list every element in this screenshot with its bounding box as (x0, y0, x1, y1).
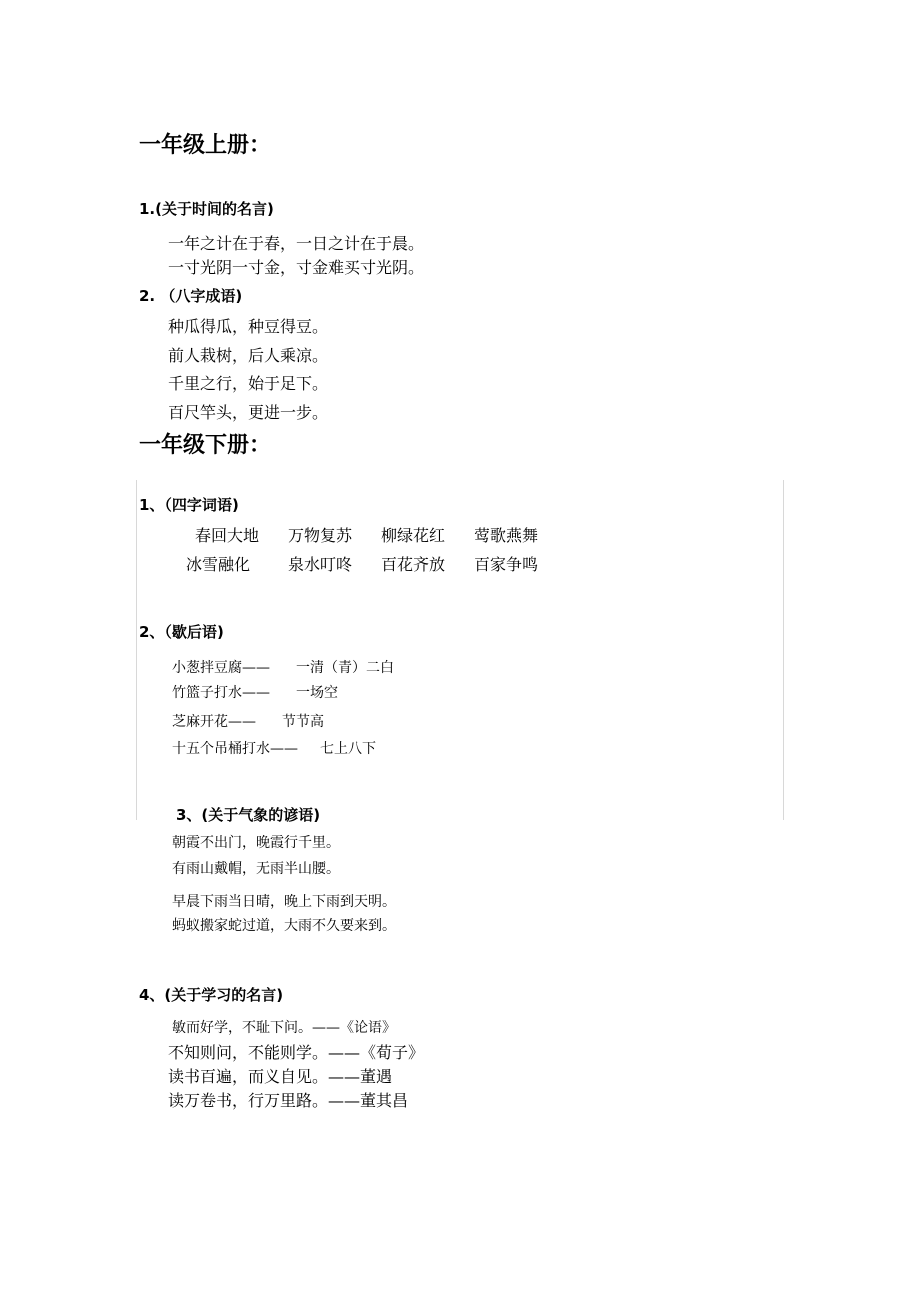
xiehouyu-question: 芝麻开花—— (172, 714, 256, 730)
word-item: 莺歌燕舞 (474, 526, 539, 545)
section-heading-eight-char-idioms: 2. （八字成语) (139, 287, 243, 305)
text-line: 朝霞不出门，晚霞行千里。 (172, 835, 340, 851)
xiehouyu-question: 十五个吊桶打水—— (172, 741, 298, 757)
xiehouyu-answer: 七上八下 (320, 741, 376, 757)
text-line: 不知则问，不能则学。——《荀子》 (168, 1043, 425, 1062)
text-line: 种瓜得瓜，种豆得豆。 (168, 317, 329, 336)
text-line: 读书百遍，而义自见。——董遇 (168, 1067, 393, 1086)
text-line: 一寸光阴一寸金，寸金难买寸光阴。 (168, 258, 425, 277)
text-line: 读万卷书，行万里路。——董其昌 (168, 1091, 409, 1110)
word-item: 冰雪融化 (186, 555, 251, 574)
word-item: 泉水叮咚 (288, 555, 353, 574)
section-heading-time-quotes: 1.(关于时间的名言) (139, 200, 274, 218)
text-line: 一年之计在于春，一日之计在于晨。 (168, 234, 425, 253)
word-item: 柳绿花红 (381, 526, 446, 545)
left-border-line (136, 480, 137, 820)
word-item: 春回大地 (195, 526, 260, 545)
text-line: 百尺竿头，更进一步。 (168, 403, 329, 422)
xiehouyu-answer: 一清（青）二白 (296, 660, 394, 676)
text-line: 前人栽树，后人乘凉。 (168, 346, 329, 365)
text-line: 早晨下雨当日晴，晚上下雨到天明。 (172, 894, 396, 910)
xiehouyu-answer: 节节高 (282, 714, 324, 730)
text-line: 有雨山戴帽，无雨半山腰。 (172, 861, 340, 877)
xiehouyu-answer: 一场空 (296, 685, 338, 701)
xiehouyu-question: 小葱拌豆腐—— (172, 660, 270, 676)
word-item: 万物复苏 (288, 526, 353, 545)
text-line: 敏而好学，不耻下问。——《论语》 (172, 1020, 396, 1036)
section-heading-xiehouyu: 2、（歇后语) (139, 623, 224, 641)
section-heading-study-quotes: 4、(关于学习的名言) (139, 986, 284, 1004)
section-heading-weather-proverbs: 3、(关于气象的谚语) (176, 806, 321, 824)
text-line: 千里之行，始于足下。 (168, 374, 329, 393)
section-heading-four-char-words: 1、（四字词语) (139, 496, 239, 514)
xiehouyu-question: 竹篮子打水—— (172, 685, 270, 701)
word-item: 百家争鸣 (474, 555, 539, 574)
right-border-line (783, 480, 784, 820)
word-item: 百花齐放 (381, 555, 446, 574)
grade1-up-title: 一年级上册： (139, 133, 272, 158)
grade1-down-title: 一年级下册： (139, 433, 272, 458)
text-line: 蚂蚁搬家蛇过道，大雨不久要来到。 (172, 918, 396, 934)
